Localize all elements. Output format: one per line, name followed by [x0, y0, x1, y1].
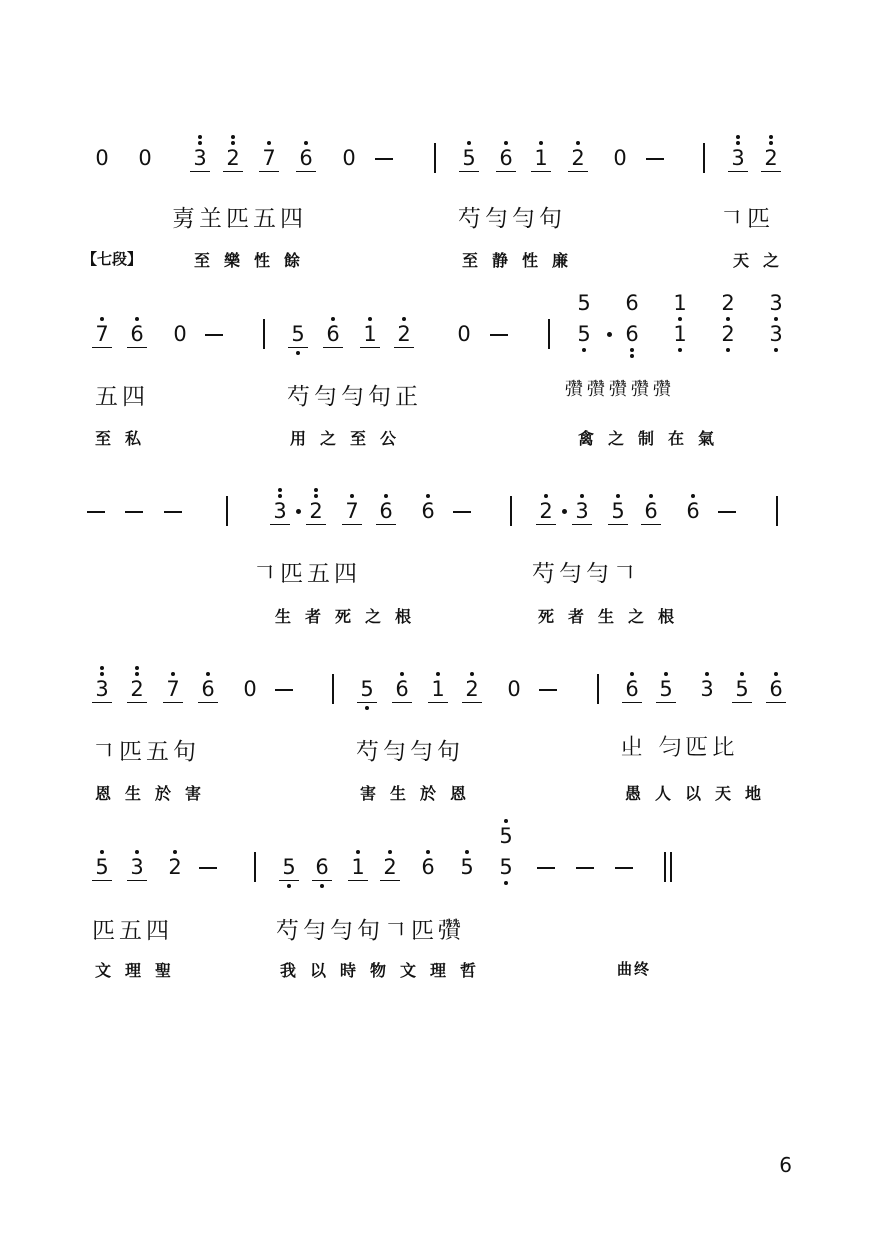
barline [548, 319, 550, 349]
octave-dot [198, 141, 202, 145]
augmentation-dot [607, 332, 612, 337]
underline [163, 702, 183, 703]
note-digit: 2 [462, 677, 482, 701]
sustain-dash [718, 511, 736, 513]
underline [536, 524, 556, 525]
octave-dot [736, 135, 740, 139]
note-digit: 0 [507, 677, 521, 701]
underline [380, 880, 400, 881]
lyric-text: 我以時物文理哲 [280, 961, 491, 980]
octave-dot [231, 135, 235, 139]
octave-dot [198, 135, 202, 139]
octave-dot [100, 850, 104, 854]
underline [270, 524, 290, 525]
sustain-dash [539, 689, 557, 691]
note-digit: 6 [296, 146, 316, 170]
octave-dot [287, 884, 291, 888]
octave-dot [365, 706, 369, 710]
underline [496, 171, 516, 172]
octave-dot [678, 317, 682, 321]
lyric-text: 至私 [95, 429, 156, 448]
note-digit: 2 [306, 499, 326, 523]
octave-dot [135, 672, 139, 676]
ending-label: 曲终 [617, 960, 652, 978]
note-digit: 3 [127, 855, 147, 879]
underline [656, 702, 676, 703]
octave-dot [304, 141, 308, 145]
octave-dot [135, 850, 139, 854]
note-digit: 3 [190, 146, 210, 170]
octave-dot [400, 672, 404, 676]
underline [608, 524, 628, 525]
note-digit: 5 [357, 677, 377, 701]
sustain-dash [615, 867, 633, 869]
note-digit: 5 5 [574, 322, 594, 346]
underline [641, 524, 661, 525]
sustain-dash [125, 511, 143, 513]
augmentation-dot [562, 509, 567, 514]
note-digit: 5 5 [496, 855, 516, 879]
chord-note: 6 [625, 291, 639, 315]
octave-dot [465, 850, 469, 854]
octave-dot [769, 135, 773, 139]
underline [92, 880, 112, 881]
octave-dot [314, 494, 318, 498]
octave-dot [539, 141, 543, 145]
octave-dot [171, 672, 175, 676]
note-digit: 6 [127, 322, 147, 346]
note-digit: 2 [761, 146, 781, 170]
note-digit: 5 [459, 146, 479, 170]
note-digit: 1 [348, 855, 368, 879]
tablature-text: 五四 [95, 384, 149, 410]
lyric-text: 害生於恩 [360, 784, 481, 803]
octave-dot [402, 317, 406, 321]
tablature-text: 芍勻勻句𠃍匹𢑊 [276, 918, 465, 944]
octave-dot [350, 494, 354, 498]
note-digit: 3 3 [766, 322, 786, 346]
note-digit: 6 [323, 322, 343, 346]
note-digit: 7 [259, 146, 279, 170]
octave-dot [426, 494, 430, 498]
octave-dot [580, 494, 584, 498]
note-digit: 6 [312, 855, 332, 879]
octave-dot [774, 672, 778, 676]
octave-dot [100, 317, 104, 321]
octave-dot [664, 672, 668, 676]
tablature-text: 芍勻勻句 [356, 739, 464, 765]
tablature-text: 芍勻勻句正 [287, 384, 422, 410]
octave-dot [206, 672, 210, 676]
octave-dot [135, 317, 139, 321]
octave-dot [740, 672, 744, 676]
page-number: 6 [779, 1153, 792, 1177]
tablature-text: 𠃍匹五句 [92, 739, 200, 765]
sustain-dash [490, 334, 508, 336]
underline [392, 702, 412, 703]
octave-dot [296, 351, 300, 355]
barline [254, 852, 256, 882]
note-digit: 2 [380, 855, 400, 879]
note-digit: 0 [243, 677, 257, 701]
tablature-text: 芍勻勻𠃍 [532, 561, 640, 587]
underline [127, 347, 147, 348]
note-digit: 1 1 [670, 322, 690, 346]
chord-note: 5 [577, 291, 591, 315]
barline [263, 319, 265, 349]
octave-dot [649, 494, 653, 498]
barline [510, 496, 512, 526]
note-digit: 6 [198, 677, 218, 701]
octave-dot [368, 317, 372, 321]
octave-dot [356, 850, 360, 854]
note-digit: 3 [92, 677, 112, 701]
barline [597, 674, 599, 704]
note-digit: 5 [279, 855, 299, 879]
lyric-text: 禽之制在氣 [578, 429, 729, 448]
lyric-text: 天之 [733, 251, 794, 270]
note-digit: 2 [165, 855, 185, 879]
barline [776, 496, 778, 526]
underline [766, 702, 786, 703]
octave-dot [278, 488, 282, 492]
lyric-text: 至静性廉 [462, 251, 583, 270]
octave-dot [135, 666, 139, 670]
underline [357, 702, 377, 703]
underline [198, 702, 218, 703]
note-digit: 2 [223, 146, 243, 170]
sustain-dash [576, 867, 594, 869]
note-digit: 6 [418, 855, 438, 879]
octave-dot [582, 348, 586, 352]
octave-dot [436, 672, 440, 676]
octave-dot [678, 348, 682, 352]
note-digit: 7 [342, 499, 362, 523]
octave-dot [384, 494, 388, 498]
underline [127, 880, 147, 881]
underline [306, 524, 326, 525]
octave-dot [630, 354, 634, 358]
barline [226, 496, 228, 526]
underline [360, 347, 380, 348]
underline [223, 171, 243, 172]
note-digit: 6 [622, 677, 642, 701]
underline [572, 524, 592, 525]
underline [127, 702, 147, 703]
note-digit: 0 [173, 322, 187, 346]
underline [568, 171, 588, 172]
octave-dot [504, 819, 508, 823]
underline [92, 702, 112, 703]
lyric-text: 死者生之根 [538, 607, 689, 626]
octave-dot [576, 141, 580, 145]
note-digit: 2 [536, 499, 556, 523]
underline [288, 347, 308, 348]
octave-dot [331, 317, 335, 321]
octave-dot [278, 494, 282, 498]
underline [190, 171, 210, 172]
underline [259, 171, 279, 172]
tablature-text: 𡳿 匀匹比 [620, 735, 740, 761]
note-digit: 2 [127, 677, 147, 701]
note-digit: 1 [531, 146, 551, 170]
octave-dot [314, 488, 318, 492]
tablature-text: 𠃍匹 [720, 206, 774, 232]
lyric-text: 用之至公 [290, 429, 411, 448]
note-digit: 0 [342, 146, 356, 170]
tablature-text: 𠃍匹五四 [253, 561, 361, 587]
octave-dot [100, 666, 104, 670]
octave-dot [544, 494, 548, 498]
note-digit: 5 [732, 677, 752, 701]
sustain-dash [164, 511, 182, 513]
octave-dot [630, 348, 634, 352]
note-digit: 0 [613, 146, 627, 170]
octave-dot [691, 494, 695, 498]
sustain-dash [646, 158, 664, 160]
lyric-text: 愚人以天地 [625, 784, 776, 803]
octave-dot [616, 494, 620, 498]
octave-dot [630, 672, 634, 676]
note-digit: 5 [92, 855, 112, 879]
chord-note: 2 [721, 291, 735, 315]
barline [703, 143, 705, 173]
octave-dot [774, 348, 778, 352]
underline [428, 702, 448, 703]
octave-dot [320, 884, 324, 888]
sustain-dash [275, 689, 293, 691]
octave-dot [726, 317, 730, 321]
octave-dot [774, 317, 778, 321]
octave-dot [231, 141, 235, 145]
underline [531, 171, 551, 172]
augmentation-dot [296, 509, 301, 514]
tablature-text: 匹五四 [92, 918, 173, 944]
octave-dot [504, 141, 508, 145]
underline [394, 347, 414, 348]
note-digit: 1 [360, 322, 380, 346]
sustain-dash [199, 867, 217, 869]
note-digit: 3 [572, 499, 592, 523]
tablature-text: 𢑊𢑊𢑊𢑊𢑊 [565, 379, 675, 400]
underline [92, 347, 112, 348]
note-digit: 0 [95, 146, 109, 170]
note-digit: 2 [394, 322, 414, 346]
chord-note: 5 [496, 824, 516, 848]
note-digit: 7 [163, 677, 183, 701]
underline [323, 347, 343, 348]
underline [761, 171, 781, 172]
underline [348, 880, 368, 881]
lyric-text: 生者死之根 [275, 607, 426, 626]
sustain-dash [87, 511, 105, 513]
chord-note: 1 [673, 291, 687, 315]
note-digit: 2 [568, 146, 588, 170]
note-digit: 2 2 [718, 322, 738, 346]
barline [434, 143, 436, 173]
note-digit: 3 [270, 499, 290, 523]
sustain-dash [453, 511, 471, 513]
sustain-dash [375, 158, 393, 160]
underline [376, 524, 396, 525]
tablature-text: 芍勻勻句 [458, 206, 566, 232]
octave-dot [504, 881, 508, 885]
underline [732, 702, 752, 703]
octave-dot [388, 850, 392, 854]
note-digit: 6 [683, 499, 703, 523]
octave-dot [769, 141, 773, 145]
note-digit: 6 [496, 146, 516, 170]
note-digit: 6 [418, 499, 438, 523]
chord-note: 3 [769, 291, 783, 315]
note-digit: 6 [766, 677, 786, 701]
note-digit: 0 [138, 146, 152, 170]
lyric-text: 文理聖 [95, 961, 186, 980]
note-digit: 0 [457, 322, 471, 346]
note-digit: 6 [641, 499, 661, 523]
underline [279, 880, 299, 881]
note-digit: 3 [697, 677, 717, 701]
underline [296, 171, 316, 172]
note-digit: 7 [92, 322, 112, 346]
lyric-text: 至樂性餘 [194, 251, 315, 270]
note-digit: 6 [376, 499, 396, 523]
octave-dot [426, 850, 430, 854]
sustain-dash [537, 867, 555, 869]
note-digit: 5 [608, 499, 628, 523]
underline [312, 880, 332, 881]
octave-dot [267, 141, 271, 145]
octave-dot [705, 672, 709, 676]
section-label: 【七段】 [82, 250, 143, 268]
note-digit: 5 [288, 322, 308, 346]
note-digit: 3 [728, 146, 748, 170]
note-digit: 5 [656, 677, 676, 701]
underline [462, 702, 482, 703]
underline [459, 171, 479, 172]
octave-dot [470, 672, 474, 676]
note-digit: 6 [392, 677, 412, 701]
underline [622, 702, 642, 703]
tablature-text: 㔛𦍌匹五四 [172, 206, 307, 232]
sustain-dash [205, 334, 223, 336]
lyric-text: 恩生於害 [95, 784, 216, 803]
barline [332, 674, 334, 704]
octave-dot [467, 141, 471, 145]
octave-dot [173, 850, 177, 854]
underline [342, 524, 362, 525]
underline [728, 171, 748, 172]
note-digit: 1 [428, 677, 448, 701]
note-digit: 6 6 [622, 322, 642, 346]
note-digit: 5 [457, 855, 477, 879]
octave-dot [726, 348, 730, 352]
octave-dot [100, 672, 104, 676]
octave-dot [736, 141, 740, 145]
